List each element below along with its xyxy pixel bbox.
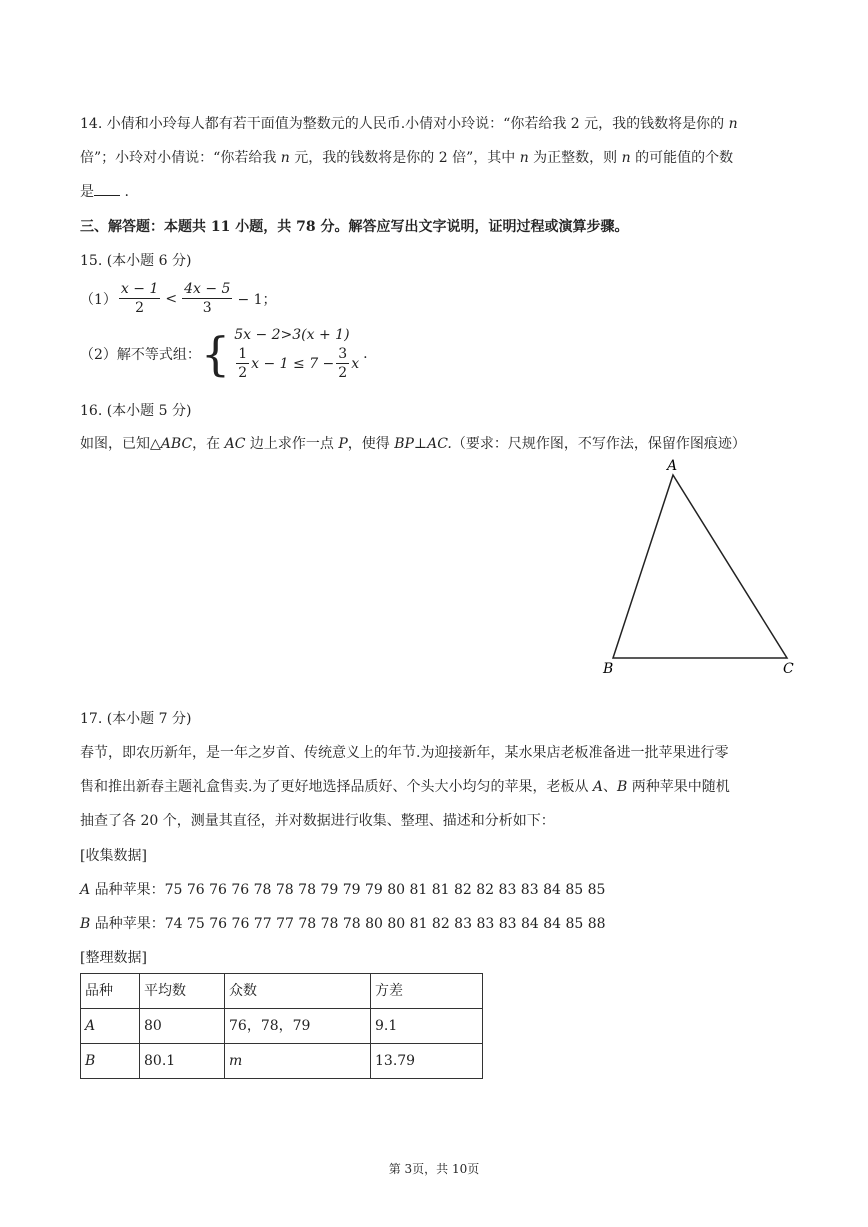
- fraction: $\frac{1}{2}$: [238, 346, 248, 381]
- table-cell: 76，78，79: [225, 1009, 371, 1044]
- a-variety-data: A 品种苹果：75 76 76 76 78 78 78 79 79 79 80 81 81 82 82 83 83 84 85 85: [80, 882, 606, 898]
- stats-table: [80, 973, 483, 1079]
- inequality-2: $\frac{1}{2}$ x − 1 ≤ 7 − $\frac{3}{2}$ x: [238, 346, 360, 381]
- table-header-row: [81, 974, 483, 1009]
- table-header-cell: 方差: [371, 974, 483, 1009]
- vertex-label-b: B: [603, 661, 614, 677]
- left-brace: {: [200, 326, 231, 381]
- section-heading: 三、解答题：本题共 11 小题，共 78 分。解答应写出文字说明，证明过程或演算步骤。: [80, 219, 629, 235]
- table-cell: 13.79: [371, 1044, 483, 1079]
- q15-header: 15. (本小题 6 分): [80, 253, 192, 269]
- table-header-cell: 平均数: [140, 974, 225, 1009]
- q17-line2: 售和推出新春主题礼盒售卖.为了更好地选择品质好、个头大小均匀的苹果，老板从 A、B 两种苹果中随机: [80, 779, 730, 795]
- q14-line2: 倍”；小玲对小倩说：“你若给我 n 元，我的钱数将是你的 2 倍”，其中 n 为正整数，则 n 的可能值的个数: [80, 150, 734, 166]
- q16-text: 如图，已知△ABC，在 AC 边上求作一点 P，使得 BP⊥AC.（要求：尺规作图，不写作法，保留作图痕迹）: [80, 436, 746, 452]
- page-footer: 第 3页，共 10页: [388, 1162, 480, 1176]
- fraction: $\frac{4x - 5}{3}$: [184, 281, 231, 316]
- table-cell: 80: [140, 1009, 225, 1044]
- q15-part2: （2）解不等式组： { 5x − 2>3(x + 1) $\frac{1}{2}$ x − 1 ≤ 7 − $\frac{3}{2}$ x .: [80, 326, 368, 381]
- collect-data-title: [收集数据]: [80, 848, 147, 864]
- q17-header: 17. (本小题 7 分): [80, 711, 192, 727]
- table-cell: m: [225, 1044, 371, 1079]
- triangle-figure: [595, 455, 805, 680]
- table-cell: B: [81, 1044, 140, 1079]
- inequality-1: 5x − 2>3(x + 1): [234, 327, 350, 343]
- answer-blank: [94, 181, 120, 196]
- q17-line1: 春节，即农历新年，是一年之岁首、传统意义上的年节.为迎接新年，某水果店老板准备进一批苹果进行零: [80, 745, 729, 761]
- q16-header: 16. (本小题 5 分): [80, 403, 192, 419]
- table-row: [81, 1009, 483, 1044]
- table-cell: 9.1: [371, 1009, 483, 1044]
- fraction: $\frac{x - 1}{2}$: [120, 281, 159, 316]
- table-row: [81, 1044, 483, 1079]
- vertex-label-a: A: [667, 458, 678, 474]
- organize-data-title: [整理数据]: [80, 950, 147, 966]
- table-header-cell: 品种: [81, 974, 140, 1009]
- q15-part1: （1） $\frac{x - 1}{2}$ < $\frac{4x - 5}{3}$ − 1；: [80, 281, 277, 316]
- triangle-abc: [613, 475, 787, 658]
- q17-line3: 抽查了各 20 个，测量其直径，并对数据进行收集、整理、描述和分析如下：: [80, 813, 555, 829]
- table-header-cell: 众数: [225, 974, 371, 1009]
- q14-line3: 是 .: [80, 175, 129, 209]
- table-cell: A: [81, 1009, 140, 1044]
- b-variety-data: B 品种苹果：74 75 76 76 77 77 78 78 78 80 80 81 82 83 83 83 84 84 85 88: [80, 916, 606, 932]
- fraction: $\frac{3}{2}$: [338, 346, 348, 381]
- vertex-label-c: C: [783, 661, 794, 677]
- q14-line1: 14. 小倩和小玲每人都有若干面值为整数元的人民币.小倩对小玲说：“你若给我 2 元，我的钱数将是你的 n: [80, 116, 738, 132]
- table-cell: 80.1: [140, 1044, 225, 1079]
